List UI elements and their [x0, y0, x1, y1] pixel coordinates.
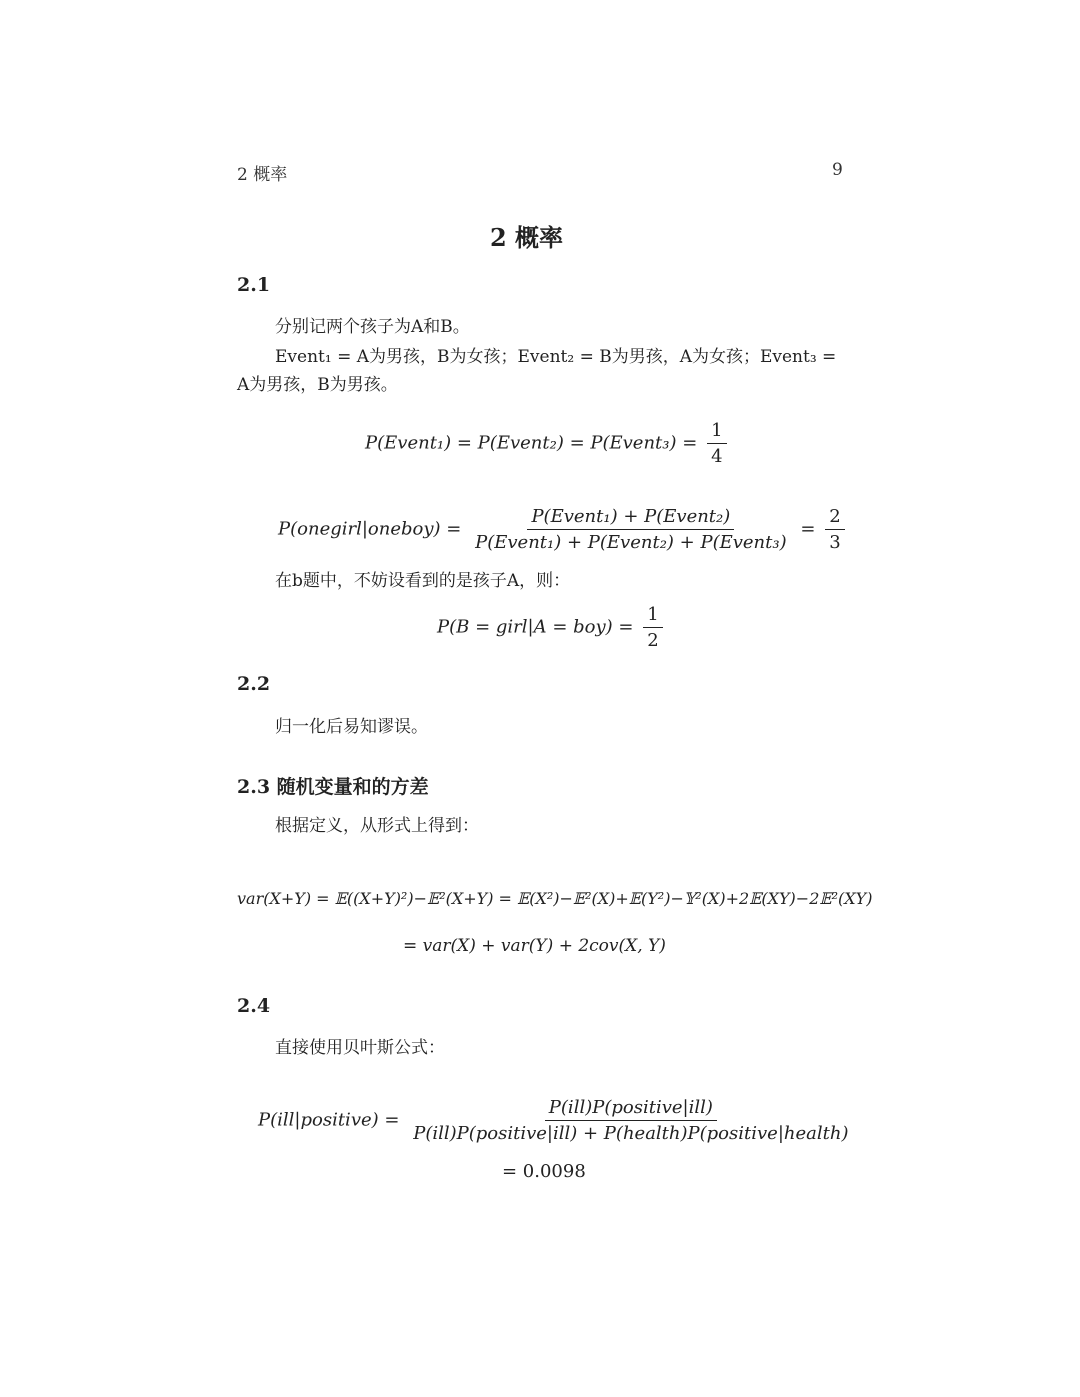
- chapter-title: 2 概率: [490, 223, 564, 252]
- fraction-one-half: [643, 604, 662, 651]
- paragraph-2-1-part-b: 在b题中，不妨设看到的是孩子A，则：: [275, 571, 571, 591]
- fraction-denominator: P(Event₁) + P(Event₂) + P(Event₃): [475, 532, 787, 553]
- paragraph-2-3: 根据定义，从形式上得到：: [275, 816, 479, 836]
- paragraph-2-4: 直接使用贝叶斯公式：: [275, 1038, 445, 1058]
- fraction-numerator: 1: [707, 420, 726, 444]
- fraction-denominator: 4: [711, 446, 723, 467]
- paragraph-2-2: 归一化后易知谬误。: [275, 717, 428, 737]
- paragraph-2-1-intro: 分别记两个孩子为A和B。: [275, 317, 470, 337]
- fraction-denominator: 2: [647, 630, 659, 651]
- equation-bayes: [258, 1097, 856, 1144]
- fraction-one-quarter: [707, 420, 726, 467]
- equation-lhs: P(onegirl|oneboy) =: [278, 518, 462, 540]
- fraction-numerator: 2: [825, 506, 844, 530]
- fraction-denominator: 3: [829, 532, 841, 553]
- equation-lhs: P(ill|positive) =: [258, 1109, 400, 1131]
- fraction-numerator: P(Event₁) + P(Event₂): [527, 506, 734, 530]
- paragraph-2-1-events: Event₁ = A为男孩，B为女孩；Event₂ = B为男孩，A为女孩；Event₃ =: [275, 347, 837, 367]
- section-heading-2-3: 2.3 随机变量和的方差: [237, 776, 429, 798]
- fraction-events: [471, 506, 791, 553]
- equation-variance-expansion: var(X+Y) = 𝔼((X+Y)²)−𝔼²(X+Y) = 𝔼(X²)−𝔼²(X)+𝔼(Y²)−𝕐²(X)+2𝔼(XY)−2𝔼²(XY): [237, 889, 873, 908]
- equation-bayes-result: = 0.0098: [502, 1161, 586, 1182]
- section-heading-2-2: 2.2: [237, 673, 271, 695]
- fraction-numerator: 1: [643, 604, 662, 628]
- equation-girl-given-boy: [437, 604, 667, 651]
- equation-lhs: P(Event₁) = P(Event₂) = P(Event₃) =: [365, 432, 698, 454]
- section-heading-2-4: 2.4: [237, 995, 271, 1017]
- fraction-bayes: [409, 1097, 852, 1144]
- equation-variance-result: = var(X) + var(Y) + 2cov(X, Y): [403, 936, 666, 956]
- fraction-numerator: P(ill)P(positive|ill): [545, 1097, 717, 1121]
- equals-sign: =: [800, 518, 816, 540]
- equation-conditional-girl-boy: [278, 506, 849, 553]
- section-heading-2-1: 2.1: [237, 274, 271, 296]
- paragraph-2-1-events-cont: A为男孩，B为男孩。: [237, 375, 398, 395]
- fraction-denominator: P(ill)P(positive|ill) + P(health)P(positive|health): [413, 1123, 849, 1144]
- equation-lhs: P(B = girl|A = boy) =: [437, 616, 634, 638]
- running-header-left: 2 概率: [237, 165, 288, 185]
- equation-event-probabilities: [365, 420, 731, 467]
- page-number: 9: [832, 160, 843, 180]
- fraction-two-thirds: [825, 506, 844, 553]
